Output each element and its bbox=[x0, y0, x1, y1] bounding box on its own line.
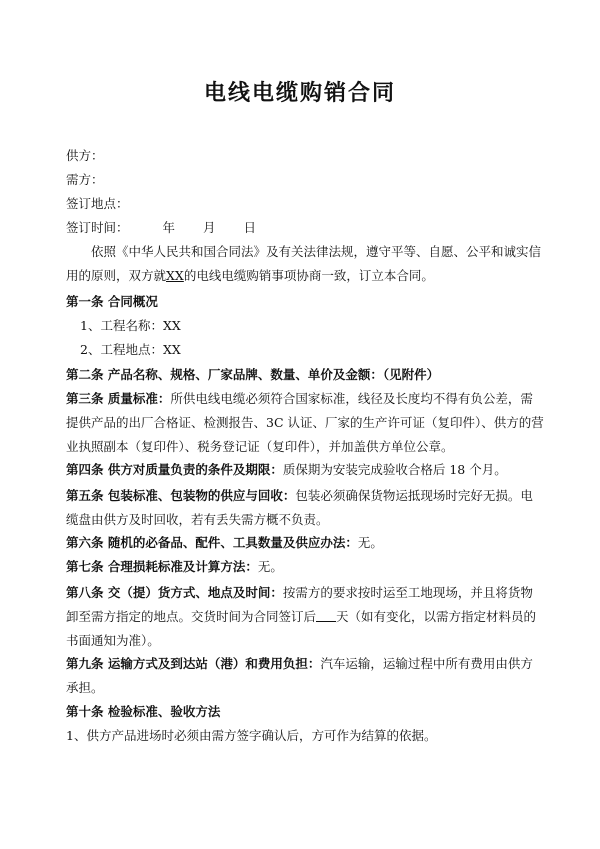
document-title: 电线电缆购销合同 bbox=[203, 80, 396, 106]
article-10-item-1: 1、供方产品进场时必须由需方签字确认后，方可作为结算的依据。 bbox=[66, 728, 437, 743]
article-3 bbox=[66, 387, 544, 459]
article-6-body: 无。 bbox=[357, 535, 383, 550]
signing-time-label: 签订时间： bbox=[66, 220, 129, 235]
intro-text-2: 的电线电缆购销事项协商一致，订立本合同。 bbox=[183, 268, 434, 283]
buyer-line bbox=[66, 168, 544, 192]
article-6-heading: 第六条 随机的必备品、配件、工具数量及供应办法： bbox=[66, 535, 358, 550]
signing-place-label: 签订地点： bbox=[66, 196, 129, 211]
article-1-item-2: 2、工程地点：XX bbox=[80, 342, 181, 357]
intro-text-1: 依照《中华人民共和国合同法》及有关法律法规，遵守平等、自愿、公平和诚实信用的原则，双方就 bbox=[66, 244, 542, 283]
article-3-heading: 第三条 质量标准： bbox=[66, 391, 171, 406]
article-6 bbox=[66, 531, 544, 555]
article-7 bbox=[66, 555, 544, 579]
buyer-label: 需方： bbox=[66, 172, 104, 187]
article-8-heading: 第八条 交（提）货方式、地点及时间： bbox=[66, 585, 283, 600]
intro-paragraph bbox=[66, 240, 544, 288]
signing-place-line bbox=[66, 192, 544, 216]
article-10-heading: 第十条 检验标准、验收方法 bbox=[66, 704, 221, 719]
article-1-item-1: 1、工程名称：XX bbox=[80, 318, 181, 333]
project-name-underlined: XX bbox=[166, 268, 184, 283]
article-9 bbox=[66, 652, 544, 700]
article-5 bbox=[66, 484, 544, 532]
article-7-heading: 第七条 合理损耗标准及计算方法： bbox=[66, 559, 258, 574]
article-8-body-2: 天（如有变化，以需方指定材料员的书面通知为准）。 bbox=[66, 609, 537, 648]
article-4-body: 质保期为安装完成验收合格后 18 个月。 bbox=[282, 462, 507, 477]
article-9-heading: 第九条 运输方式及到达站（港）和费用负担： bbox=[66, 656, 321, 671]
article-4 bbox=[66, 458, 544, 482]
article-5-body: 包装必须确保货物运抵现场时完好无损。电缆盘由供方及时回收，若有丢失需方概不负责。 bbox=[66, 488, 533, 527]
supplier-label: 供方： bbox=[66, 148, 104, 163]
year-label: 年 bbox=[162, 220, 175, 235]
supplier-line bbox=[66, 144, 544, 168]
article-9-body: 汽车运输，运输过程中所有费用由供方承担。 bbox=[66, 656, 533, 695]
article-3-body: 所供电线电缆必须符合国家标准，线径及长度均不得有负公差，需提供产品的出厂合格证、检测报告、3C 认证、厂家的生产许可证（复印件）、供方的营业执照副本（复印件）、税务登记证（复印件），并加盖供方单位公章。 bbox=[66, 391, 544, 454]
day-label: 日 bbox=[243, 220, 256, 235]
month-label: 月 bbox=[202, 220, 216, 235]
signing-time-line bbox=[66, 216, 544, 240]
article-7-body: 无。 bbox=[257, 559, 283, 574]
article-1-heading: 第一条 合同概况 bbox=[66, 294, 158, 309]
article-4-heading: 第四条 供方对质量负责的条件及期限： bbox=[66, 462, 283, 477]
article-8-body-1: 按需方的要求按时运至工地现场，并且将货物卸至需方指定的地点。交货时间为合同签订后 bbox=[66, 585, 533, 624]
article-2-heading: 第二条 产品名称、规格、厂家品牌、数量、单价及金额：（见附件） bbox=[66, 367, 440, 382]
article-8 bbox=[66, 581, 544, 653]
article-5-heading: 第五条 包装标准、包装物的供应与回收： bbox=[66, 488, 296, 503]
delivery-days-blank bbox=[316, 609, 336, 622]
